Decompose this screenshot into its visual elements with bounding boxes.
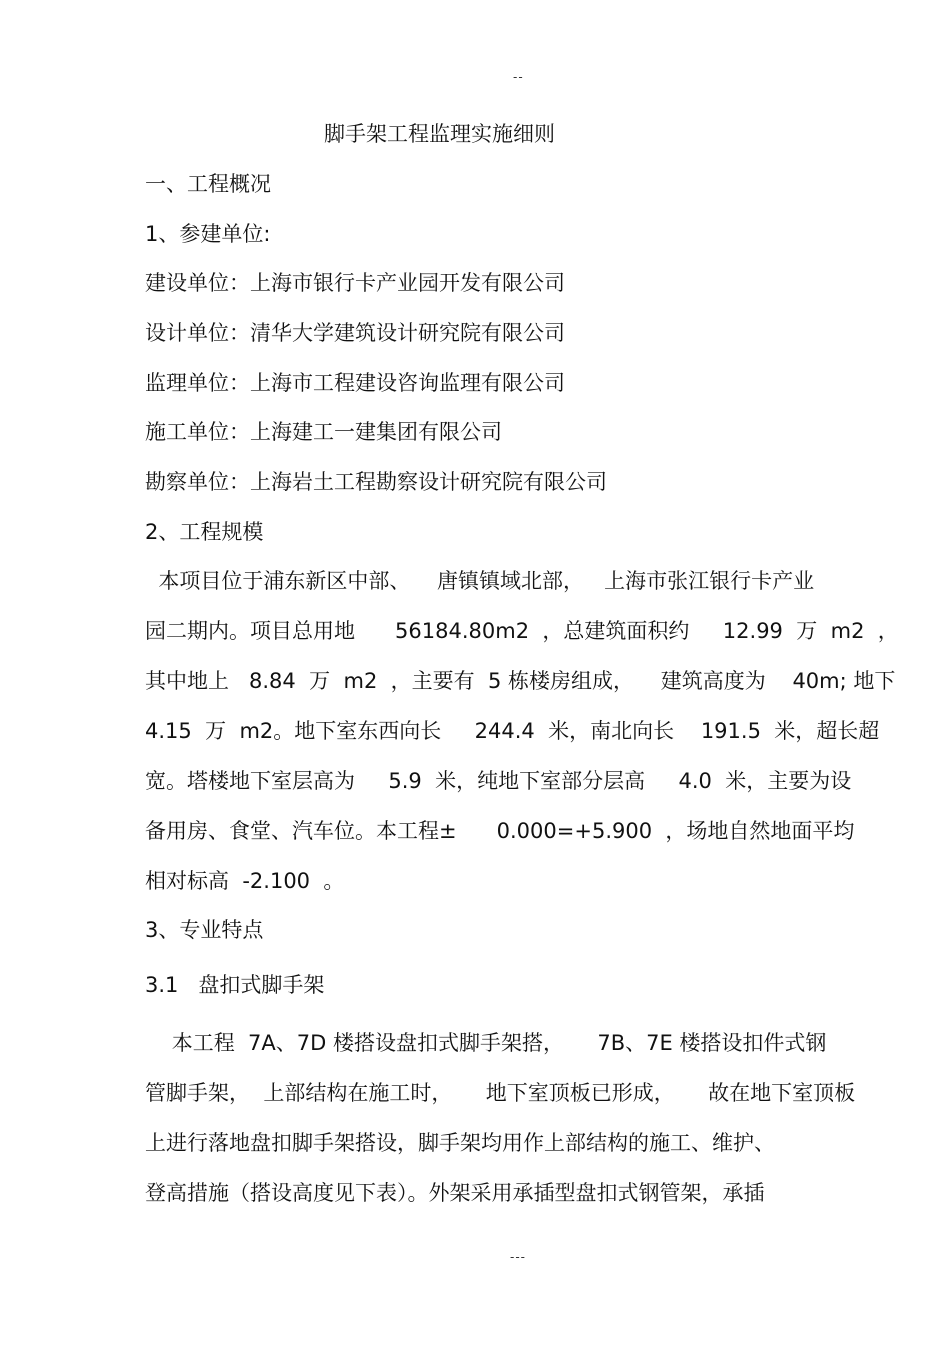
unit-line-supervisor: 监理单位：上海市工程建设咨询监理有限公司 (145, 371, 565, 395)
unit-line-designer: 设计单位：清华大学建筑设计研究院有限公司 (145, 321, 565, 345)
disc-scaffold-paragraph (145, 1018, 895, 1218)
paragraph-line: 其中地上 8.84 万 m2 ，主要有 5 栋楼房组成， 建筑高度为 40m; 地下 (145, 669, 896, 693)
subsection-heading-participants: 1、参建单位: (145, 222, 271, 246)
unit-line-contractor: 施工单位：上海建工一建集团有限公司 (145, 420, 502, 444)
paragraph-line: 上进行落地盘扣脚手架搭设，脚手架均用作上部结构的施工、维护、 (145, 1131, 775, 1155)
subsection-heading-features: 3、专业特点 (145, 918, 264, 942)
subsection-heading-disc-scaffold: 3.1 盘扣式脚手架 (145, 973, 325, 997)
scale-paragraph (145, 556, 899, 906)
footer-mark: --- (510, 1250, 526, 1264)
unit-line-client: 建设单位：上海市银行卡产业园开发有限公司 (145, 271, 565, 295)
paragraph-line: 登高措施（搭设高度见下表）。外架采用承插型盘扣式钢管架，承插 (145, 1181, 765, 1205)
unit-line-surveyor: 勘察单位：上海岩土工程勘察设计研究院有限公司 (145, 470, 607, 494)
subsection-heading-scale: 2、工程规模 (145, 520, 264, 544)
paragraph-line: 4.15 万 m2。地下室东西向长 244.4 米，南北向长 191.5 米，超长超 (145, 719, 880, 743)
paragraph-line: 管脚手架， 上部结构在施工时， 地下室顶板已形成， 故在地下室顶板 (145, 1081, 856, 1105)
document-title: 脚手架工程监理实施细则 (324, 122, 555, 146)
paragraph-line: 宽。塔楼地下室层高为 5.9 米，纯地下室部分层高 4.0 米，主要为设 (145, 769, 852, 793)
header-mark: -- (513, 70, 524, 84)
paragraph-line: 本项目位于浦东新区中部、 唐镇镇域北部， 上海市张江银行卡产业 (145, 569, 815, 593)
paragraph-line: 本工程 7A、7D 楼搭设盘扣式脚手架搭， 7B、7E 楼搭设扣件式钢 (145, 1031, 827, 1055)
paragraph-line: 相对标高 -2.100 。 (145, 869, 345, 893)
paragraph-line: 备用房、食堂、汽车位。本工程± 0.000=+5.900 ，场地自然地面平均 (145, 819, 855, 843)
section-heading-overview: 一、工程概况 (145, 172, 271, 196)
paragraph-line: 园二期内。项目总用地 56184.80m2 ，总建筑面积约 12.99 万 m2 ， (145, 619, 899, 643)
